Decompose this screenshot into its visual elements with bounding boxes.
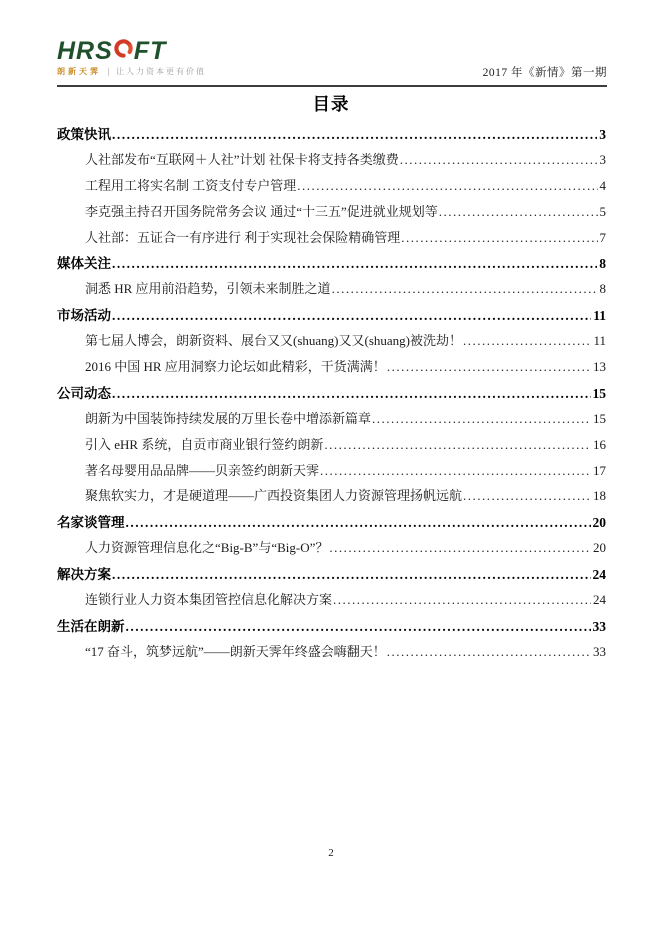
toc-page-number: 4 [599,177,606,193]
toc-label: 名家谈管理 [57,515,125,531]
toc-page-number: 5 [599,203,606,219]
dot-leader [112,308,591,324]
dot-leader [387,359,591,375]
hrsoft-logo-wordmark [57,38,206,65]
toc-section-row[interactable] [57,298,606,324]
dot-leader [112,386,591,402]
toc-label: 引入 eHR 系统，自贡市商业银行签约朗新 [85,436,324,452]
toc-entry-row[interactable] [57,402,606,428]
dot-leader [297,178,597,194]
dot-leader [112,567,591,583]
dot-leader [324,437,591,453]
toc-section-row[interactable] [57,609,606,635]
toc-page-number: 33 [592,618,606,634]
dot-leader [112,256,597,272]
dot-leader [333,592,591,608]
dot-leader [112,127,597,143]
toc-label: “17 奋斗，筑梦远航”——朗新天霁年终盛会嗨翻天！ [85,643,386,659]
toc-page-number: 20 [592,515,606,531]
logo-text-right: FT [133,37,167,65]
toc-section-row[interactable] [57,557,606,583]
toc-page-number: 3 [599,127,606,142]
toc-label: 人社部发布“互联网＋人社”计划 社保卡将支持各类缴费 [85,151,399,167]
toc-label: 人社部：五证合一有序进行 利于实现社会保险精确管理 [85,229,401,245]
toc-page-number: 3 [599,151,606,167]
toc-label: 连锁行业人力资本集团管控信息化解决方案 [85,592,333,608]
logo-swirl-o-icon [114,38,133,63]
toc-page-number: 24 [593,592,606,608]
toc-entry-row[interactable] [57,350,606,376]
toc-label: 第七届人博会，朗新资料、展台又又(shuang)又又(shuang)被洗劫！ [85,333,462,349]
toc-entry-row[interactable] [57,479,606,505]
toc-label: 朗新为中国装饰持续发展的万里长卷中增添新篇章 [85,410,372,426]
toc-page-number: 11 [593,333,606,349]
logo-tagline [57,68,206,76]
toc-label: 公司动态 [57,385,111,401]
dot-leader [439,204,598,220]
toc-label: 解决方案 [57,567,111,583]
issue-label: 2017 年《新情》第一期 [482,67,607,79]
toc-page-number: 17 [593,462,606,478]
toc-label: 著名母婴用品品牌——贝亲签约朗新天霁 [85,462,320,478]
hrsoft-logo [57,38,206,76]
logo-tagline-slogan: 让人力资本更有价值 [108,68,206,76]
toc-page-number: 15 [592,385,606,401]
toc-page-number: 15 [593,410,606,426]
page-footer [0,847,662,859]
toc-page-number: 33 [593,643,606,659]
toc-entry-row[interactable] [57,583,606,609]
toc-label: 政策快讯 [57,127,111,142]
dot-leader [463,488,591,504]
toc-entry-row[interactable] [57,454,606,480]
toc-label: 生活在朗新 [57,618,125,634]
toc-entry-row[interactable] [57,143,606,169]
toc-label: 聚焦软实力，才是硬道理——广西投资集团人力资源管理扬帆远航 [85,488,463,504]
toc-entry-row[interactable] [57,324,606,350]
dot-leader [372,411,591,427]
toc-entry-row[interactable] [57,169,606,195]
logo-text-left: HRS [57,37,113,65]
toc-page-number: 11 [593,308,606,324]
toc-label: 李克强主持召开国务院常务会议 通过“十三五”促进就业规划等 [85,203,438,219]
toc-section-row[interactable] [57,376,606,402]
dot-leader [329,540,591,556]
dot-leader [126,619,591,635]
toc-page-number: 13 [593,359,606,375]
toc-section-row[interactable] [57,117,606,143]
toc-page-number: 20 [593,540,606,556]
toc-entry-row[interactable] [57,635,606,661]
toc-entry-row[interactable] [57,272,606,298]
toc-page-number: 8 [599,281,606,297]
toc-entry-row[interactable] [57,195,606,221]
toc-entry-row[interactable] [57,428,606,454]
table-of-contents [57,117,606,661]
toc-page-number: 8 [599,256,606,272]
toc-entry-row[interactable] [57,531,606,557]
toc-label: 洞悉 HR 应用前沿趋势，引领未来制胜之道 [85,281,331,297]
toc-label: 工程用工将实名制 工资支付专户管理 [85,177,297,193]
page-number: 2 [328,847,334,859]
toc-section-row[interactable] [57,246,606,272]
toc-label: 媒体关注 [57,256,111,272]
dot-leader [400,152,598,168]
toc-label: 人力资源管理信息化之“Big-B”与“Big-O”？ [85,540,329,556]
dot-leader [126,515,591,531]
toc-label: 2016 中国 HR 应用洞察力论坛如此精彩，干货满满！ [85,359,386,375]
toc-page-number: 16 [593,436,606,452]
toc-label: 市场活动 [57,308,111,324]
dot-leader [332,281,598,297]
toc-page-number: 7 [599,229,606,245]
toc-page-number: 24 [592,567,606,583]
dot-leader [463,333,591,349]
dot-leader [320,463,591,479]
toc-page-number: 18 [593,488,606,504]
page-header [57,38,607,87]
dot-leader [387,644,591,660]
dot-leader [401,230,597,246]
toc-entry-row[interactable] [57,221,606,247]
logo-tagline-brand: 朗新天霁 [57,67,101,76]
page-title: 目录 [312,94,350,114]
toc-section-row[interactable] [57,505,606,531]
